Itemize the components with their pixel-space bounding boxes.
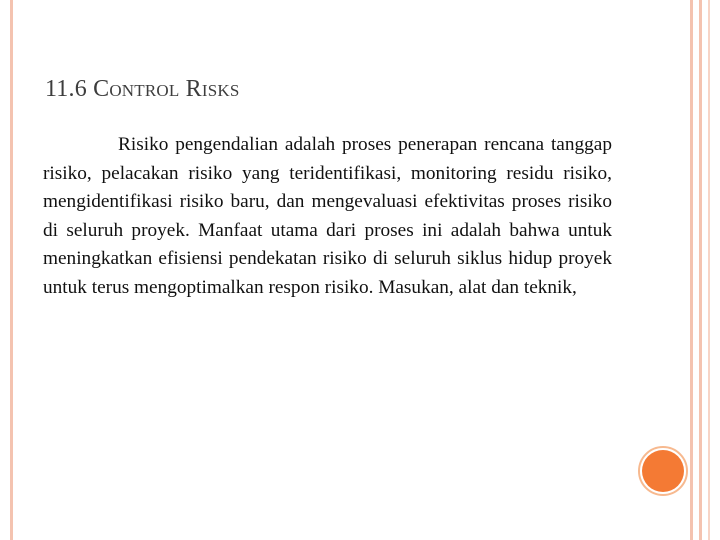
left-frame-line [10,0,13,540]
right-frame-line-thin [708,0,710,540]
slide-body-paragraph: Risiko pengendalian adalah proses penerapan rencana tanggap risiko, pelacakan risiko yang teridentifikasi, monitoring residu risiko, mengidentifikasi risiko baru, dan mengevaluasi efektivitas proses risiko di seluruh proyek. Manfaat utama dari proses ini adalah bahwa untuk meningkatkan efisiensi pendekatan risiko di seluruh siklus hidup proyek untuk terus mengoptimalkan respon risiko. Masukan, alat dan teknik, [43,134,612,298]
right-frame-line-inner [699,0,702,540]
slide-title: 11.6 Control Risks [45,76,240,102]
decorative-circle [642,450,684,492]
right-frame-line-outer [690,0,693,540]
